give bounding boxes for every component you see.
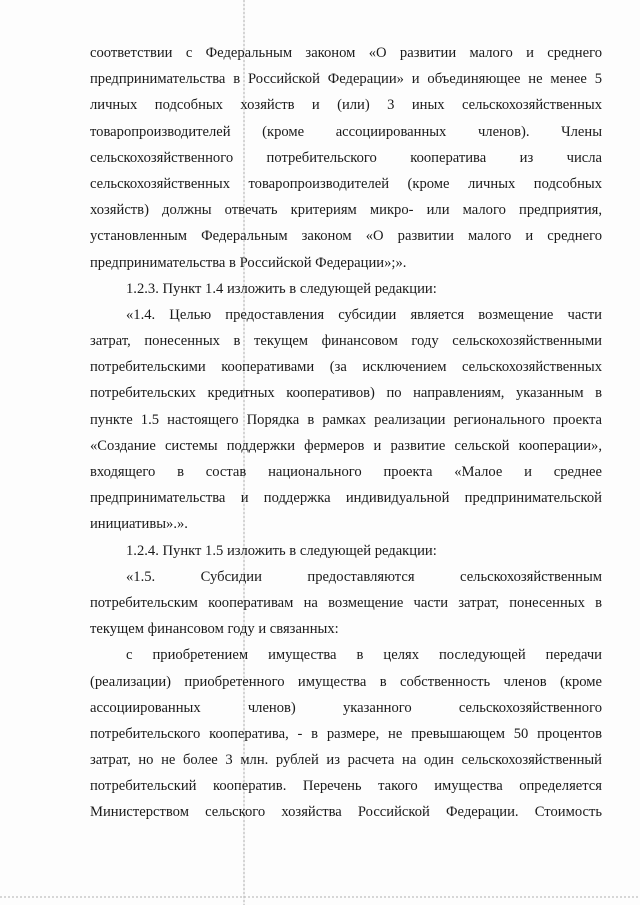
text-line: потребительский кооператив. Перечень такого имущества определяется <box>90 778 602 795</box>
text-line: текущем финансовом году и связанных: <box>90 621 339 638</box>
text-line: сельскохозяйственных товаропроизводителей (кроме личных подсобных <box>90 175 602 192</box>
text-line: входящего в состав национального проекта «Малое и среднее <box>90 464 602 480</box>
text-line: потребительских кредитных кооперативов) по направлениям, указанным в <box>90 385 602 402</box>
text-line: Министерством сельского хозяйства Российской Федерации. Стоимость <box>90 804 602 821</box>
text-line: хозяйств) должны отвечать критериям микро- или малого предприятия, <box>90 202 602 219</box>
text-line: предпринимательства и поддержка индивидуальной предпринимательской <box>90 490 602 507</box>
text-line: «1.4. Целью предоставления субсидии является возмещение части <box>126 306 602 323</box>
text-line: «Создание системы поддержки фермеров и развитие сельской кооперации», <box>90 437 602 454</box>
text-line: потребительскими кооперативами (за исключением сельскохозяйственных <box>90 359 602 376</box>
text-line: соответствии с Федеральным законом «О развитии малого и среднего <box>90 45 602 61</box>
text-line: затрат, понесенных в текущем финансовом году сельскохозяйственными <box>90 333 602 350</box>
text-line: инициативы».». <box>90 516 188 533</box>
text-line: установленным Федеральным законом «О развитии малого и среднего <box>90 228 602 245</box>
text-line: (реализации) приобретенного имущества в собственность членов (кроме <box>90 673 602 690</box>
text-line: потребительского кооператива, - в размере, не превышающем 50 процентов <box>90 725 602 742</box>
text-line: потребительским кооперативам на возмещение части затрат, понесенных в <box>90 594 602 611</box>
text-line: личных подсобных хозяйств и (или) 3 иных сельскохозяйственных <box>90 97 602 114</box>
text-line: предпринимательства в Российской Федерации»;». <box>90 254 407 271</box>
text-line: ассоциированных членов) указанного сельскохозяйственного <box>90 699 602 716</box>
text-line: товаропроизводителей (кроме ассоциированных членов). Члены <box>90 123 602 140</box>
text-line: 1.2.4. Пункт 1.5 изложить в следующей редакции: <box>126 542 437 559</box>
text-line: предпринимательства в Российской Федерации» и объединяющее не менее 5 <box>90 71 602 88</box>
text-line: с приобретением имущества в целях последующей передачи <box>126 647 602 664</box>
scan-bottom-edge <box>0 896 640 898</box>
text-line: «1.5. Субсидии предоставляются сельскохозяйственным <box>126 568 602 585</box>
text-line: пункте 1.5 настоящего Порядка в рамках реализации регионального проекта <box>90 411 602 428</box>
document-body-text <box>90 40 602 826</box>
text-line: затрат, но не более 3 млн. рублей из расчета на один сельскохозяйственный <box>90 752 602 769</box>
text-line: сельскохозяйственного потребительского кооператива из числа <box>90 149 602 166</box>
text-line: 1.2.3. Пункт 1.4 изложить в следующей редакции: <box>126 280 437 297</box>
